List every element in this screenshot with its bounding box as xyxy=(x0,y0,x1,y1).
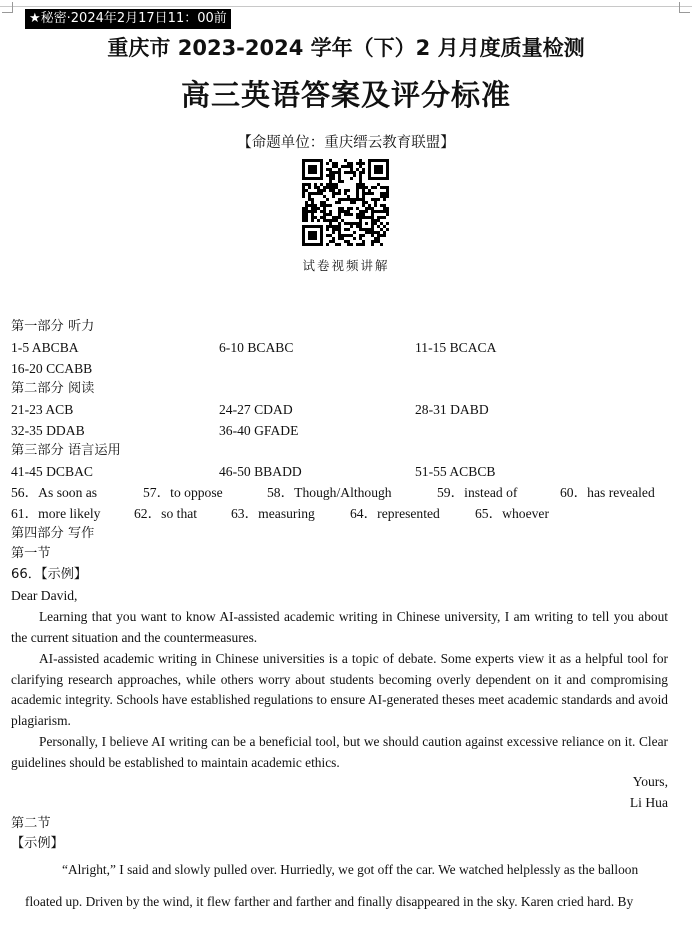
answer-group: 24-27 CDAD xyxy=(219,402,293,417)
page-corner-mark xyxy=(679,2,690,13)
blank-answer: 57．to oppose xyxy=(143,485,223,500)
answer-group: 11-15 BCACA xyxy=(415,340,497,355)
part2-heading: 第二部分 阅读 xyxy=(11,381,95,396)
issuer-line: 【命题单位：重庆缙云教育联盟】 xyxy=(237,135,455,151)
story-line: “Alright,” I said and slowly pulled over. Hurriedly, we got off the car. We watched helplessly as the balloon xyxy=(62,862,639,877)
blank-answer: 60．has revealed xyxy=(560,485,655,500)
page-top-edge xyxy=(0,6,692,7)
letter-paragraph: Learning that you want to know AI-assisted academic writing in Chinese university, I am writing to tell you about the current situation and the countermeasures. xyxy=(11,609,668,645)
letter-paragraph: AI-assisted academic writing in Chinese universities is a topic of debate. Some experts view it as a helpful tool for clarifying research approaches, while others worry about students becoming overly dependent on it and compromising academic integrity. Schools have established regulations to ensure AI-generated theses meet academic standards and avoid plagiarism. xyxy=(11,651,668,728)
document-title: 高三英语答案及评分标准 xyxy=(180,78,511,112)
section1-heading: 第一节 xyxy=(11,546,51,561)
blank-answer: 58．Though/Although xyxy=(267,485,392,500)
answer-group: 41-45 DCBAC xyxy=(11,464,93,479)
blank-answer: 65．whoever xyxy=(475,506,549,521)
story-line: floated up. Driven by the wind, it flew farther and farther and finally disappeared in the sky. Karen cried hard. By xyxy=(25,894,634,909)
section2-heading: 第二节 xyxy=(11,816,51,831)
confidential-note: ★秘密·2024年2月17日11：00前 xyxy=(25,9,231,29)
letter-closing: Yours, xyxy=(632,774,668,789)
example-label: 【示例】 xyxy=(11,836,64,851)
answer-group: 21-23 ACB xyxy=(11,402,74,417)
part3-heading: 第三部分 语言运用 xyxy=(11,443,121,458)
blank-answer: 61．more likely xyxy=(11,506,101,521)
blank-answer: 59．instead of xyxy=(437,485,518,500)
letter-paragraph: Personally, I believe AI writing can be a beneficial tool, but we should caution against excessive reliance on it. Clear guidelines should be established to maintain academic ethics. xyxy=(11,734,668,770)
letter-salutation: Dear David, xyxy=(11,588,78,603)
answer-group: 51-55 ACBCB xyxy=(415,464,496,479)
blank-answer: 62．so that xyxy=(134,506,198,521)
q66-label: 66．【示例】 xyxy=(11,567,88,582)
answer-group: 28-31 DABD xyxy=(415,402,489,417)
qr-caption: 试卷视频讲解 xyxy=(302,258,390,273)
exam-title: 重庆市 2023-2024 学年（下）2 月月度质量检测 xyxy=(107,36,585,60)
letter-signature: Li Hua xyxy=(629,795,668,810)
qr-code-icon[interactable] xyxy=(299,156,392,249)
answer-group: 46-50 BBADD xyxy=(219,464,302,479)
part4-heading: 第四部分 写作 xyxy=(11,526,95,541)
page-corner-mark xyxy=(2,2,13,13)
answer-group: 6-10 BCABC xyxy=(219,340,294,355)
answer-group: 16-20 CCABB xyxy=(11,361,93,376)
part1-heading: 第一部分 听力 xyxy=(11,319,95,334)
answer-group: 32-35 DDAB xyxy=(11,423,85,438)
blank-answer: 63．measuring xyxy=(231,506,315,521)
blank-answer: 56．As soon as xyxy=(11,485,98,500)
answer-group: 1-5 ABCBA xyxy=(11,340,79,355)
blank-answer: 64．represented xyxy=(350,506,440,521)
answer-group: 36-40 GFADE xyxy=(219,423,299,438)
